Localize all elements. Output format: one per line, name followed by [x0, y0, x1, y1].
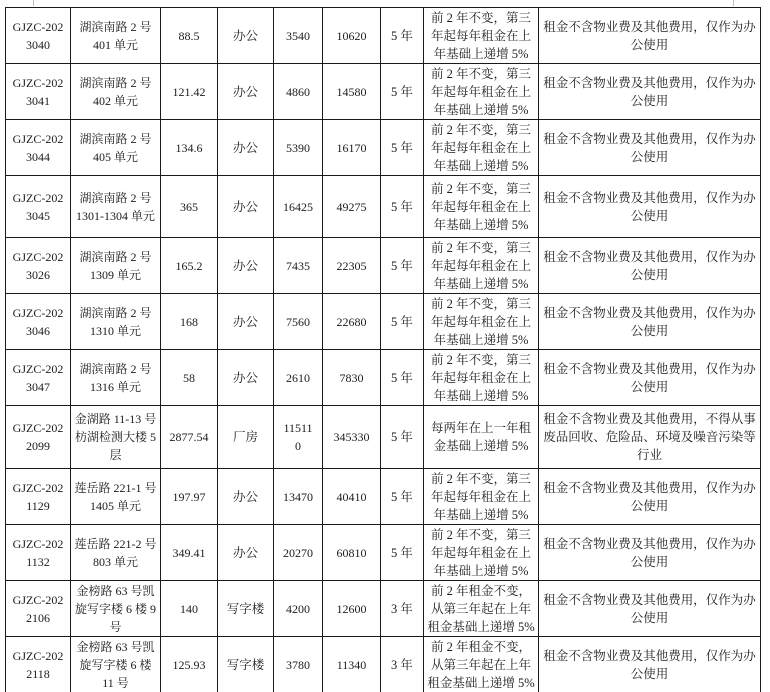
table-row	[6, 637, 761, 692]
cell-usage: 写字楼	[218, 637, 274, 692]
cell-monthly-rent: 2610	[274, 350, 323, 406]
cell-area: 88.5	[161, 8, 218, 64]
cell-usage: 办公	[218, 469, 274, 525]
cell-monthly-rent: 3540	[274, 8, 323, 64]
cell-monthly-rent: 13470	[274, 469, 323, 525]
cell-monthly-rent: 3780	[274, 637, 323, 692]
cell-rent-adjustment: 前 2 年租金不变，从第三年起在上年租金基础上递增 5%	[424, 637, 539, 692]
table-row	[6, 238, 761, 294]
cell-monthly-rent: 7435	[274, 238, 323, 294]
cell-lease-term: 5 年	[381, 350, 424, 406]
table-row	[6, 350, 761, 406]
cell-notes: 租金不含物业费及其他费用，仅作为办公使用	[539, 294, 761, 350]
cell-usage: 办公	[218, 176, 274, 238]
cell-usage: 办公	[218, 8, 274, 64]
cell-quarterly-rent: 22680	[323, 294, 381, 350]
cell-address: 湖滨南路 2 号 1316 单元	[71, 350, 161, 406]
page-crop-artifact-line	[733, 0, 734, 6]
cell-area: 134.6	[161, 120, 218, 176]
cell-rent-adjustment: 前 2 年不变，第三年起每年租金在上年基础上递增 5%	[424, 238, 539, 294]
cell-notes: 租金不含物业费及其他费用，仅作为办公使用	[539, 469, 761, 525]
cell-notes: 租金不含物业费及其他费用，仅作为办公使用	[539, 525, 761, 581]
lease-table-body	[6, 8, 761, 692]
cell-quarterly-rent: 11340	[323, 637, 381, 692]
cell-usage: 办公	[218, 120, 274, 176]
cell-quarterly-rent: 40410	[323, 469, 381, 525]
cell-lease-term: 5 年	[381, 238, 424, 294]
cell-address: 湖滨南路 2 号 1309 单元	[71, 238, 161, 294]
cell-lease-term: 5 年	[381, 469, 424, 525]
cell-usage: 办公	[218, 350, 274, 406]
cell-address: 湖滨南路 2 号 1310 单元	[71, 294, 161, 350]
cell-area: 365	[161, 176, 218, 238]
cell-quarterly-rent: 16170	[323, 120, 381, 176]
cell-area: 140	[161, 581, 218, 637]
cell-address: 金榜路 63 号凯旋写字楼 6 楼 11 号	[71, 637, 161, 692]
cell-usage: 办公	[218, 238, 274, 294]
cell-rent-adjustment: 前 2 年不变，第三年起每年租金在上年基础上递增 5%	[424, 120, 539, 176]
cell-area: 2877.54	[161, 406, 218, 469]
table-row	[6, 581, 761, 637]
cell-usage: 写字楼	[218, 581, 274, 637]
table-row	[6, 525, 761, 581]
cell-address: 湖滨南路 2 号 1301-1304 单元	[71, 176, 161, 238]
cell-monthly-rent: 5390	[274, 120, 323, 176]
cell-rent-adjustment: 前 2 年不变，第三年起每年租金在上年基础上递增 5%	[424, 8, 539, 64]
cell-quarterly-rent: 7830	[323, 350, 381, 406]
cell-address: 湖滨南路 2 号 405 单元	[71, 120, 161, 176]
cell-area: 168	[161, 294, 218, 350]
cell-notes: 租金不含物业费及其他费用，不得从事废品回收、危险品、环境及噪音污染等行业	[539, 406, 761, 469]
cell-area: 165.2	[161, 238, 218, 294]
cell-area: 349.41	[161, 525, 218, 581]
cell-listing-id: GJZC-202 3047	[6, 350, 71, 406]
cell-rent-adjustment: 前 2 年不变，第三年起每年租金在上年基础上递增 5%	[424, 525, 539, 581]
cell-address: 莲岳路 221-2 号 803 单元	[71, 525, 161, 581]
cell-listing-id: GJZC-202 1132	[6, 525, 71, 581]
cell-lease-term: 5 年	[381, 525, 424, 581]
cell-quarterly-rent: 49275	[323, 176, 381, 238]
cell-area: 121.42	[161, 64, 218, 120]
cell-lease-term: 5 年	[381, 120, 424, 176]
table-row	[6, 120, 761, 176]
cell-rent-adjustment: 前 2 年不变，第三年起每年租金在上年基础上递增 5%	[424, 176, 539, 238]
table-row	[6, 406, 761, 469]
cell-area: 197.97	[161, 469, 218, 525]
cell-quarterly-rent: 10620	[323, 8, 381, 64]
cell-listing-id: GJZC-202 2118	[6, 637, 71, 692]
cell-lease-term: 5 年	[381, 8, 424, 64]
cell-listing-id: GJZC-202 3026	[6, 238, 71, 294]
cell-notes: 租金不含物业费及其他费用，仅作为办公使用	[539, 8, 761, 64]
cell-notes: 租金不含物业费及其他费用，仅作为办公使用	[539, 176, 761, 238]
cell-listing-id: GJZC-202 2099	[6, 406, 71, 469]
cell-monthly-rent: 4860	[274, 64, 323, 120]
cell-listing-id: GJZC-202 3046	[6, 294, 71, 350]
cell-rent-adjustment: 前 2 年不变，第三年起每年租金在上年基础上递增 5%	[424, 294, 539, 350]
table-row	[6, 294, 761, 350]
cell-area: 125.93	[161, 637, 218, 692]
cell-quarterly-rent: 14580	[323, 64, 381, 120]
cell-notes: 租金不含物业费及其他费用，仅作为办公使用	[539, 238, 761, 294]
cell-lease-term: 5 年	[381, 294, 424, 350]
cell-listing-id: GJZC-202 3041	[6, 64, 71, 120]
cell-listing-id: GJZC-202 1129	[6, 469, 71, 525]
cell-listing-id: GJZC-202 3045	[6, 176, 71, 238]
cell-lease-term: 5 年	[381, 176, 424, 238]
cell-usage: 厂房	[218, 406, 274, 469]
cell-quarterly-rent: 12600	[323, 581, 381, 637]
cell-quarterly-rent: 22305	[323, 238, 381, 294]
cell-monthly-rent: 4200	[274, 581, 323, 637]
cell-notes: 租金不含物业费及其他费用，仅作为办公使用	[539, 64, 761, 120]
cell-monthly-rent: 20270	[274, 525, 323, 581]
cell-address: 湖滨南路 2 号 402 单元	[71, 64, 161, 120]
cell-rent-adjustment: 前 2 年不变，第三年起每年租金在上年基础上递增 5%	[424, 64, 539, 120]
cell-notes: 租金不含物业费及其他费用，仅作为办公使用	[539, 581, 761, 637]
cell-lease-term: 5 年	[381, 64, 424, 120]
cell-rent-adjustment: 前 2 年不变，第三年起每年租金在上年基础上递增 5%	[424, 350, 539, 406]
cell-area: 58	[161, 350, 218, 406]
cell-quarterly-rent: 60810	[323, 525, 381, 581]
cell-lease-term: 3 年	[381, 581, 424, 637]
cell-usage: 办公	[218, 294, 274, 350]
table-row	[6, 64, 761, 120]
cell-monthly-rent: 16425	[274, 176, 323, 238]
cell-usage: 办公	[218, 64, 274, 120]
cell-rent-adjustment: 前 2 年租金不变，从第三年起在上年租金基础上递增 5%	[424, 581, 539, 637]
table-row	[6, 469, 761, 525]
cell-notes: 租金不含物业费及其他费用，仅作为办公使用	[539, 120, 761, 176]
cell-address: 湖滨南路 2 号 401 单元	[71, 8, 161, 64]
cell-listing-id: GJZC-202 2106	[6, 581, 71, 637]
cell-address: 金榜路 63 号凯旋写字楼 6 楼 9 号	[71, 581, 161, 637]
table-row	[6, 176, 761, 238]
table-row	[6, 8, 761, 64]
cell-rent-adjustment: 每两年在上一年租金基础上递增 5%	[424, 406, 539, 469]
cell-usage: 办公	[218, 525, 274, 581]
cell-monthly-rent: 7560	[274, 294, 323, 350]
cell-notes: 租金不含物业费及其他费用，仅作为办公使用	[539, 637, 761, 692]
cell-rent-adjustment: 前 2 年不变，第三年起每年租金在上年基础上递增 5%	[424, 469, 539, 525]
cell-listing-id: GJZC-202 3044	[6, 120, 71, 176]
cell-monthly-rent: 115110	[274, 406, 323, 469]
lease-listing-table	[5, 7, 761, 692]
page-crop-artifact-line	[33, 0, 34, 6]
cell-address: 莲岳路 221-1 号 1405 单元	[71, 469, 161, 525]
cell-notes: 租金不含物业费及其他费用，仅作为办公使用	[539, 350, 761, 406]
cell-listing-id: GJZC-202 3040	[6, 8, 71, 64]
cell-quarterly-rent: 345330	[323, 406, 381, 469]
cell-address: 金湖路 11-13 号枋湖检测大楼 5 层	[71, 406, 161, 469]
cell-lease-term: 3 年	[381, 637, 424, 692]
cell-lease-term: 5 年	[381, 406, 424, 469]
